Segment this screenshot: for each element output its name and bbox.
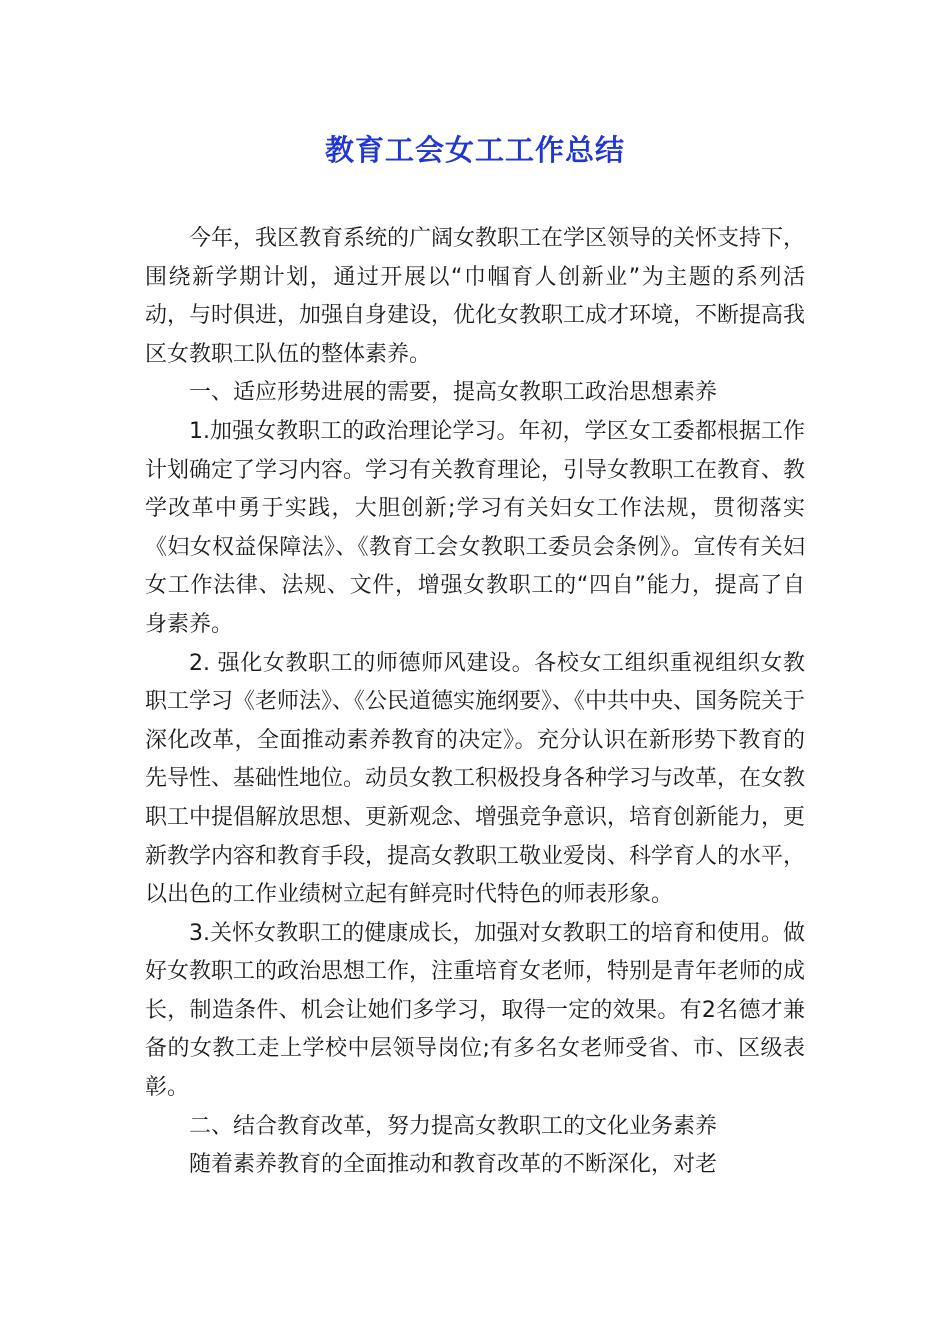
section-heading-1: 一、适应形势进展的需要，提高女教职工政治思想素养 [189,380,718,406]
paragraph-item-1: 1.加强女教职工的政治理论学习。年初，学区女工委都根据工作计划确定了学习内容。学习有关教育理论，引导女教职工在教育、教学改革中勇于实践，大胆创新;学习有关妇女工作法规，贯彻落实《妇女权益保障法》、《教育工会女教职工委员会条例》。宣传有关妇女工作法律、法规、文件，增强女教职工的“四自”能力，提高了自身素养。 [145,418,806,637]
paragraph-item-2: 2. 强化女教职工的师德师风建设。各校女工组织重视组织女教职工学习《老师法》、《公民道德实施纲要》、《中共中央、国务院关于深化改革，全面推动素养教育的决定》。充分认识在新形势下教育的先导性、基础性地位。动员女教工积极投身各种学习与改革，在女教职工中提倡解放思想、更新观念、增强竞争意识，培育创新能力，更新教学内容和教育手段，提高女教职工敬业爱岗、科学育人的水平，以出色的工作业绩树立起有鲜亮时代特色的师表形象。 [145,650,806,908]
document-body [145,220,805,1185]
document-title: 教育工会女工工作总结 [324,133,625,167]
section-heading-2: 二、结合教育改革，努力提高女教职工的文化业务素养 [189,1113,718,1139]
paragraph-intro: 今年，我区教育系统的广阔女教职工在学区领导的关怀支持下，围绕新学期计划，通过开展以“巾帼育人创新业”为主题的系列活动，与时俱进，加强自身建设，优化女教职工成才环境，不断提高我区女教职工队伍的整体素养。 [145,226,806,367]
paragraph-continuation: 随着素养教育的全面推动和教育改革的不断深化，对老 [189,1152,718,1178]
paragraph-item-3: 3.关怀女教职工的健康成长，加强对女教职工的培育和使用。做好女教职工的政治思想工作，注重培育女老师，特别是青年老师的成长，制造条件、机会让她们多学习，取得一定的效果。有2名德才兼备的女教工走上学校中层领导岗位;有多名女老师受省、市、区级表彰。 [145,920,806,1101]
